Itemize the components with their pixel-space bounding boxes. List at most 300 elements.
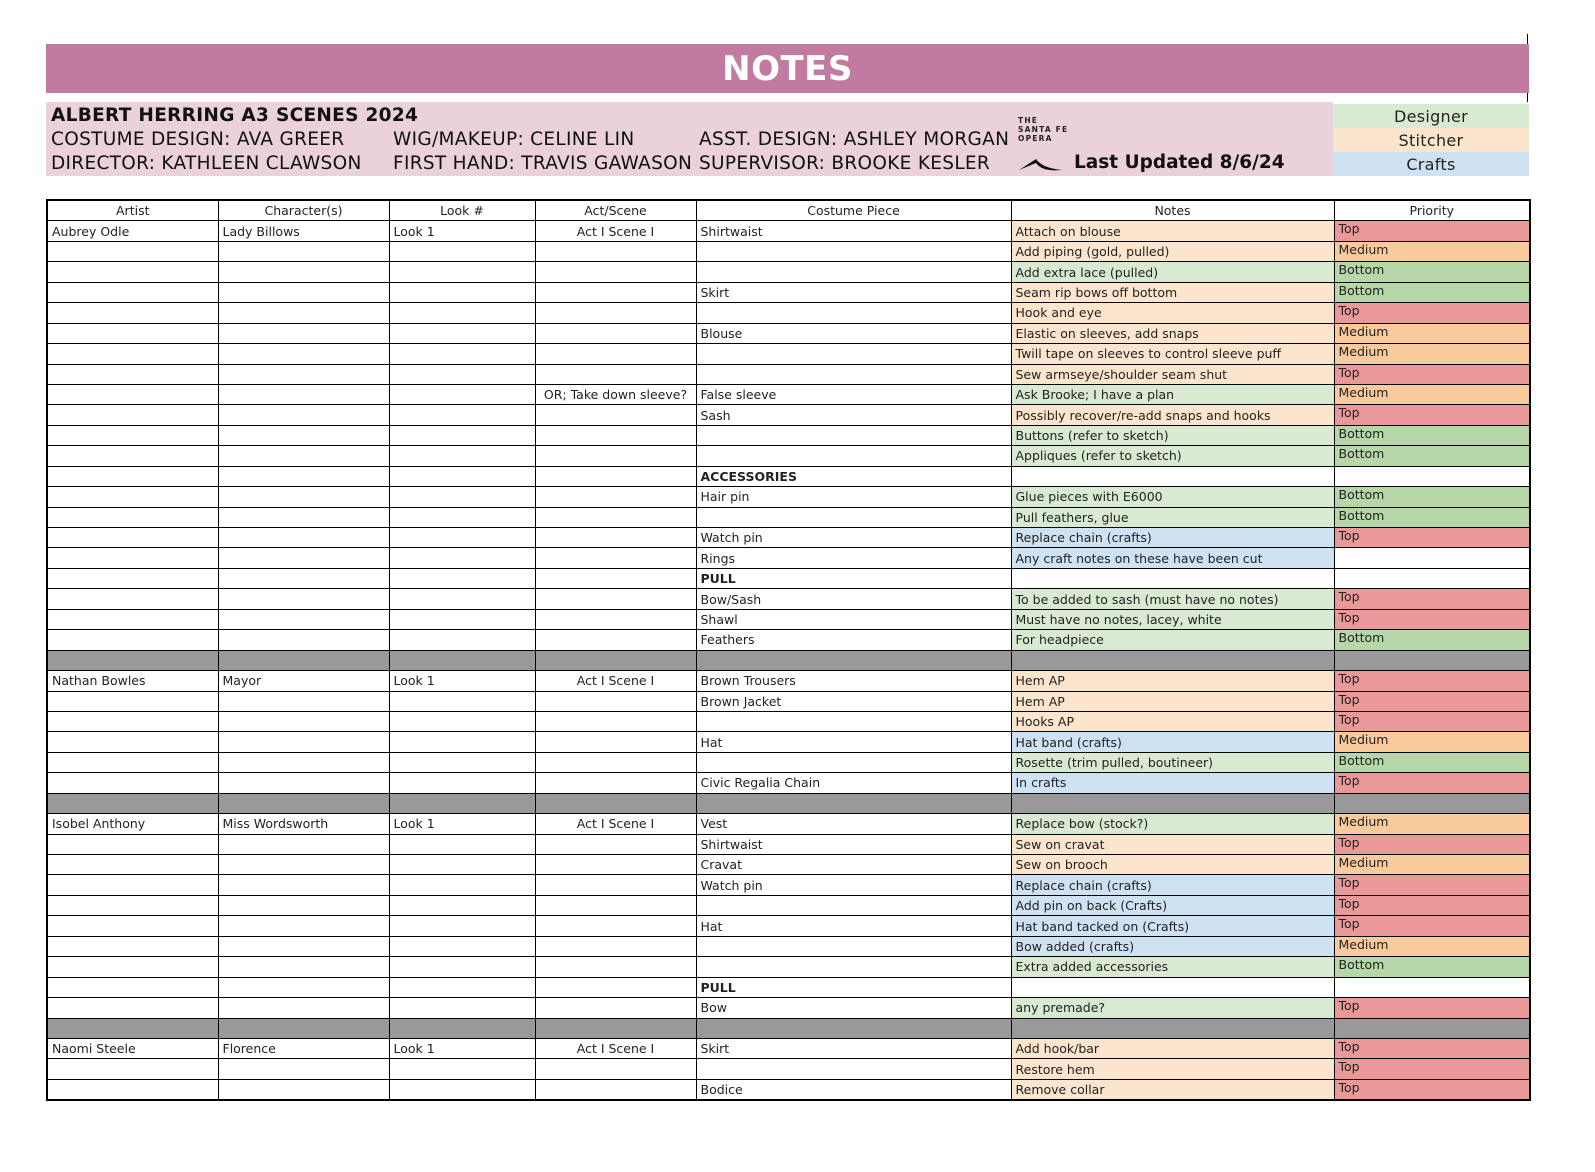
- cell-priority: Top: [1334, 1038, 1530, 1058]
- table-row: [47, 773, 1530, 793]
- cell-character: Mayor: [218, 671, 389, 691]
- cell-character: [218, 507, 389, 527]
- cell-character: [218, 425, 389, 445]
- cell-act-scene: [535, 446, 696, 466]
- costume-notes-table: [46, 199, 1531, 1101]
- table-row: [47, 875, 1530, 895]
- separator-cell: [535, 1018, 696, 1038]
- table-row: [47, 221, 1530, 241]
- cell-costume-piece: Skirt: [696, 1038, 1011, 1058]
- logo-text: THE: [1018, 116, 1039, 125]
- cell-act-scene: [535, 752, 696, 772]
- cell-character: [218, 711, 389, 731]
- cell-costume-piece: [696, 957, 1011, 977]
- cell-priority: Medium: [1334, 323, 1530, 343]
- cell-artist: [47, 977, 218, 997]
- cell-look: [389, 323, 535, 343]
- separator-cell: [1011, 793, 1334, 813]
- table-row: [47, 241, 1530, 261]
- cell-look: Look 1: [389, 221, 535, 241]
- cell-character: [218, 466, 389, 486]
- cell-note: Ask Brooke; I have a plan: [1011, 384, 1334, 404]
- table-row: [47, 671, 1530, 691]
- cell-artist: [47, 446, 218, 466]
- cell-priority: [1334, 568, 1530, 588]
- cell-note: Rosette (trim pulled, boutineer): [1011, 752, 1334, 772]
- cell-costume-piece: [696, 344, 1011, 364]
- cell-priority: Top: [1334, 711, 1530, 731]
- cell-priority: Top: [1334, 875, 1530, 895]
- cell-look: [389, 446, 535, 466]
- cell-character: [218, 568, 389, 588]
- asst-design-credit: ASST. DESIGN: ASHLEY MORGAN: [699, 129, 1010, 150]
- cell-character: [218, 773, 389, 793]
- cell-artist: [47, 487, 218, 507]
- cell-character: [218, 752, 389, 772]
- cell-priority: Top: [1334, 834, 1530, 854]
- cell-act-scene: OR; Take down sleeve?: [535, 384, 696, 404]
- cell-note: [1011, 977, 1334, 997]
- separator-cell: [1334, 1018, 1530, 1038]
- cell-character: [218, 364, 389, 384]
- cell-costume-piece: [696, 507, 1011, 527]
- column-header-priority: Priority: [1334, 200, 1530, 221]
- cell-note: Restore hem: [1011, 1059, 1334, 1079]
- cell-note: Extra added accessories: [1011, 957, 1334, 977]
- cell-artist: [47, 425, 218, 445]
- page-title: NOTES: [46, 44, 1529, 93]
- cell-artist: [47, 957, 218, 977]
- cell-character: [218, 487, 389, 507]
- table-row: [47, 711, 1530, 731]
- cell-character: [218, 977, 389, 997]
- cell-look: [389, 384, 535, 404]
- cell-costume-piece: Blouse: [696, 323, 1011, 343]
- director-credit: DIRECTOR: KATHLEEN CLAWSON: [51, 153, 362, 174]
- cell-character: [218, 528, 389, 548]
- cell-priority: Top: [1334, 691, 1530, 711]
- cell-costume-piece: Hat: [696, 916, 1011, 936]
- cell-costume-piece: [696, 425, 1011, 445]
- cell-priority: Bottom: [1334, 507, 1530, 527]
- column-header-notes: Notes: [1011, 200, 1334, 221]
- santa-fe-opera-logo: [1018, 116, 1078, 176]
- cell-costume-piece: [696, 262, 1011, 282]
- supervisor-credit: SUPERVISOR: BROOKE KESLER: [699, 153, 991, 174]
- cell-priority: Medium: [1334, 241, 1530, 261]
- cell-note: Hem AP: [1011, 671, 1334, 691]
- cell-note: any premade?: [1011, 998, 1334, 1018]
- cell-costume-piece: Bow/Sash: [696, 589, 1011, 609]
- cell-priority: Medium: [1334, 344, 1530, 364]
- cell-note: Pull feathers, glue: [1011, 507, 1334, 527]
- table-row: [47, 977, 1530, 997]
- cell-look: [389, 241, 535, 261]
- table-row: [47, 507, 1530, 527]
- cell-costume-piece: [696, 752, 1011, 772]
- cell-note: Sew on brooch: [1011, 855, 1334, 875]
- table-row: [47, 916, 1530, 936]
- cell-note: Possibly recover/re-add snaps and hooks: [1011, 405, 1334, 425]
- table-row: [47, 1059, 1530, 1079]
- cell-costume-piece: Cravat: [696, 855, 1011, 875]
- cell-act-scene: [535, 589, 696, 609]
- cell-costume-piece: PULL: [696, 568, 1011, 588]
- cell-artist: [47, 855, 218, 875]
- corner-mark: [1527, 93, 1528, 102]
- cell-costume-piece: Rings: [696, 548, 1011, 568]
- cell-character: [218, 344, 389, 364]
- cell-character: [218, 957, 389, 977]
- cell-act-scene: [535, 241, 696, 261]
- cell-priority: Top: [1334, 609, 1530, 629]
- separator-cell: [389, 650, 535, 670]
- cell-costume-piece: [696, 303, 1011, 323]
- separator-cell: [696, 793, 1011, 813]
- cell-character: [218, 691, 389, 711]
- cell-costume-piece: Shirtwaist: [696, 834, 1011, 854]
- cell-character: Florence: [218, 1038, 389, 1058]
- table-row: [47, 691, 1530, 711]
- cell-act-scene: Act I Scene I: [535, 814, 696, 834]
- cell-note: Sew armseye/shoulder seam shut: [1011, 364, 1334, 384]
- cell-costume-piece: Shirtwaist: [696, 221, 1011, 241]
- cell-priority: Top: [1334, 998, 1530, 1018]
- cell-artist: [47, 528, 218, 548]
- cell-note: Replace chain (crafts): [1011, 875, 1334, 895]
- cell-priority: Bottom: [1334, 957, 1530, 977]
- cell-artist: [47, 895, 218, 915]
- cell-character: [218, 855, 389, 875]
- table-row: [47, 405, 1530, 425]
- table-row: [47, 364, 1530, 384]
- table-row: [47, 548, 1530, 568]
- cell-note: Add pin on back (Crafts): [1011, 895, 1334, 915]
- cell-look: [389, 957, 535, 977]
- cell-costume-piece: [696, 1059, 1011, 1079]
- cell-act-scene: [535, 916, 696, 936]
- cell-priority: Bottom: [1334, 487, 1530, 507]
- cell-artist: [47, 507, 218, 527]
- cell-act-scene: [535, 344, 696, 364]
- table-row: [47, 855, 1530, 875]
- cell-act-scene: [535, 323, 696, 343]
- separator-row: [47, 650, 1530, 670]
- cell-costume-piece: Skirt: [696, 282, 1011, 302]
- cell-character: [218, 589, 389, 609]
- cell-note: Glue pieces with E6000: [1011, 487, 1334, 507]
- cell-costume-piece: [696, 446, 1011, 466]
- cell-look: [389, 895, 535, 915]
- cell-act-scene: [535, 732, 696, 752]
- table-row: [47, 834, 1530, 854]
- cell-look: [389, 732, 535, 752]
- cell-look: [389, 466, 535, 486]
- cell-note: Hook and eye: [1011, 303, 1334, 323]
- cell-priority: Medium: [1334, 814, 1530, 834]
- cell-artist: [47, 998, 218, 1018]
- cell-act-scene: [535, 303, 696, 323]
- table-row: [47, 262, 1530, 282]
- cell-look: Look 1: [389, 671, 535, 691]
- cell-note: In crafts: [1011, 773, 1334, 793]
- costume-design-credit: COSTUME DESIGN: AVA GREER: [51, 129, 345, 150]
- cell-priority: Top: [1334, 589, 1530, 609]
- cell-act-scene: Act I Scene I: [535, 671, 696, 691]
- logo-text: SANTA FE: [1018, 125, 1069, 134]
- cell-character: [218, 384, 389, 404]
- legend-crafts: Crafts: [1333, 152, 1529, 176]
- table-row: [47, 1079, 1530, 1100]
- separator-cell: [47, 793, 218, 813]
- table-header-row: [47, 200, 1530, 221]
- cell-act-scene: [535, 425, 696, 445]
- production-title: ALBERT HERRING A3 SCENES 2024: [51, 105, 419, 126]
- cell-costume-piece: Civic Regalia Chain: [696, 773, 1011, 793]
- cell-character: [218, 875, 389, 895]
- cell-costume-piece: [696, 711, 1011, 731]
- table-row: [47, 446, 1530, 466]
- cell-priority: Top: [1334, 303, 1530, 323]
- table-row: [47, 425, 1530, 445]
- cell-look: [389, 834, 535, 854]
- cell-costume-piece: Bodice: [696, 1079, 1011, 1100]
- cell-look: [389, 875, 535, 895]
- cell-costume-piece: Brown Trousers: [696, 671, 1011, 691]
- cell-costume-piece: [696, 241, 1011, 261]
- cell-act-scene: [535, 262, 696, 282]
- cell-costume-piece: Hair pin: [696, 487, 1011, 507]
- table-row: [47, 732, 1530, 752]
- cell-character: [218, 916, 389, 936]
- cell-costume-piece: Bow: [696, 998, 1011, 1018]
- table-row: [47, 466, 1530, 486]
- cell-act-scene: [535, 405, 696, 425]
- separator-cell: [47, 650, 218, 670]
- cell-note: For headpiece: [1011, 630, 1334, 650]
- cell-act-scene: [535, 528, 696, 548]
- cell-artist: [47, 282, 218, 302]
- cell-character: [218, 262, 389, 282]
- separator-row: [47, 1018, 1530, 1038]
- cell-costume-piece: Watch pin: [696, 875, 1011, 895]
- table-row: [47, 752, 1530, 772]
- cell-look: [389, 773, 535, 793]
- table-row: [47, 936, 1530, 956]
- cell-act-scene: [535, 936, 696, 956]
- cell-look: [389, 752, 535, 772]
- cell-priority: Top: [1334, 221, 1530, 241]
- cell-artist: [47, 752, 218, 772]
- table-row: [47, 487, 1530, 507]
- cell-costume-piece: [696, 364, 1011, 384]
- table-row: [47, 384, 1530, 404]
- cell-character: [218, 323, 389, 343]
- cell-act-scene: [535, 548, 696, 568]
- cell-artist: [47, 711, 218, 731]
- cell-look: Look 1: [389, 1038, 535, 1058]
- cell-look: [389, 528, 535, 548]
- table-row: [47, 303, 1530, 323]
- column-header-character: Character(s): [218, 200, 389, 221]
- cell-artist: [47, 732, 218, 752]
- cell-priority: Top: [1334, 364, 1530, 384]
- cell-character: [218, 895, 389, 915]
- cell-artist: [47, 1079, 218, 1100]
- cell-artist: [47, 241, 218, 261]
- cell-character: [218, 1059, 389, 1079]
- cell-priority: Top: [1334, 528, 1530, 548]
- cell-look: [389, 405, 535, 425]
- cell-look: [389, 425, 535, 445]
- cell-note: [1011, 466, 1334, 486]
- production-header: [46, 102, 1333, 176]
- cell-act-scene: [535, 487, 696, 507]
- separator-cell: [218, 1018, 389, 1038]
- cell-artist: [47, 323, 218, 343]
- cell-look: [389, 1059, 535, 1079]
- cell-note: Attach on blouse: [1011, 221, 1334, 241]
- cell-look: [389, 262, 535, 282]
- cell-note: Buttons (refer to sketch): [1011, 425, 1334, 445]
- separator-row: [47, 793, 1530, 813]
- cell-priority: Bottom: [1334, 446, 1530, 466]
- cell-character: [218, 834, 389, 854]
- cell-costume-piece: Hat: [696, 732, 1011, 752]
- cell-note: Seam rip bows off bottom: [1011, 282, 1334, 302]
- logo-swoosh-icon: [1018, 154, 1064, 174]
- cell-look: [389, 507, 535, 527]
- separator-cell: [389, 793, 535, 813]
- cell-priority: Top: [1334, 773, 1530, 793]
- cell-costume-piece: Watch pin: [696, 528, 1011, 548]
- cell-character: [218, 446, 389, 466]
- cell-look: [389, 977, 535, 997]
- cell-note: Hooks AP: [1011, 711, 1334, 731]
- cell-act-scene: [535, 977, 696, 997]
- wig-makeup-credit: WIG/MAKEUP: CELINE LIN: [393, 129, 635, 150]
- cell-artist: [47, 568, 218, 588]
- cell-note: Sew on cravat: [1011, 834, 1334, 854]
- table-row: [47, 568, 1530, 588]
- cell-costume-piece: Shawl: [696, 609, 1011, 629]
- cell-priority: Top: [1334, 671, 1530, 691]
- cell-artist: [47, 916, 218, 936]
- cell-act-scene: [535, 875, 696, 895]
- cell-costume-piece: ACCESSORIES: [696, 466, 1011, 486]
- cell-character: Lady Billows: [218, 221, 389, 241]
- cell-priority: Medium: [1334, 855, 1530, 875]
- column-header-look: Look #: [389, 200, 535, 221]
- cell-artist: [47, 466, 218, 486]
- cell-artist: [47, 1059, 218, 1079]
- cell-look: [389, 691, 535, 711]
- cell-look: [389, 711, 535, 731]
- cell-act-scene: [535, 957, 696, 977]
- cell-priority: [1334, 977, 1530, 997]
- cell-act-scene: [535, 691, 696, 711]
- cell-artist: [47, 303, 218, 323]
- cell-artist: [47, 773, 218, 793]
- cell-act-scene: Act I Scene I: [535, 221, 696, 241]
- cell-artist: [47, 405, 218, 425]
- cell-note: To be added to sash (must have no notes): [1011, 589, 1334, 609]
- cell-artist: [47, 609, 218, 629]
- cell-look: [389, 630, 535, 650]
- cell-character: Miss Wordsworth: [218, 814, 389, 834]
- separator-cell: [218, 650, 389, 670]
- cell-artist: [47, 344, 218, 364]
- table-row: [47, 528, 1530, 548]
- cell-artist: [47, 262, 218, 282]
- cell-act-scene: [535, 711, 696, 731]
- cell-artist: Naomi Steele: [47, 1038, 218, 1058]
- table-row: [47, 630, 1530, 650]
- cell-priority: [1334, 548, 1530, 568]
- first-hand-credit: FIRST HAND: TRAVIS GAWASON: [393, 153, 693, 174]
- cell-look: [389, 936, 535, 956]
- cell-note: Appliques (refer to sketch): [1011, 446, 1334, 466]
- column-header-act-scene: Act/Scene: [535, 200, 696, 221]
- separator-cell: [47, 1018, 218, 1038]
- table-row: [47, 998, 1530, 1018]
- cell-note: Add piping (gold, pulled): [1011, 241, 1334, 261]
- separator-cell: [535, 793, 696, 813]
- table-row: [47, 282, 1530, 302]
- cell-character: [218, 282, 389, 302]
- cell-note: Add hook/bar: [1011, 1038, 1334, 1058]
- cell-artist: [47, 936, 218, 956]
- table-row: [47, 957, 1530, 977]
- cell-priority: Bottom: [1334, 425, 1530, 445]
- cell-character: [218, 303, 389, 323]
- cell-costume-piece: [696, 895, 1011, 915]
- separator-cell: [1334, 650, 1530, 670]
- cell-act-scene: [535, 466, 696, 486]
- cell-priority: Bottom: [1334, 282, 1530, 302]
- cell-act-scene: [535, 630, 696, 650]
- cell-act-scene: [535, 1079, 696, 1100]
- cell-look: Look 1: [389, 814, 535, 834]
- cell-look: [389, 303, 535, 323]
- legend-designer: Designer: [1333, 104, 1529, 128]
- column-header-artist: Artist: [47, 200, 218, 221]
- cell-act-scene: [535, 1059, 696, 1079]
- cell-costume-piece: Sash: [696, 405, 1011, 425]
- cell-look: [389, 568, 535, 588]
- cell-note: Add extra lace (pulled): [1011, 262, 1334, 282]
- cell-look: [389, 589, 535, 609]
- separator-cell: [535, 650, 696, 670]
- cell-artist: [47, 384, 218, 404]
- cell-character: [218, 405, 389, 425]
- cell-costume-piece: [696, 936, 1011, 956]
- cell-act-scene: [535, 834, 696, 854]
- cell-act-scene: [535, 609, 696, 629]
- cell-artist: Aubrey Odle: [47, 221, 218, 241]
- cell-costume-piece: Feathers: [696, 630, 1011, 650]
- cell-look: [389, 855, 535, 875]
- table-body: [47, 221, 1530, 1100]
- cell-artist: [47, 548, 218, 568]
- cell-character: [218, 609, 389, 629]
- cell-note: Must have no notes, lacey, white: [1011, 609, 1334, 629]
- table-row: [47, 1038, 1530, 1058]
- cell-look: [389, 487, 535, 507]
- cell-artist: [47, 589, 218, 609]
- cell-character: [218, 732, 389, 752]
- separator-cell: [389, 1018, 535, 1038]
